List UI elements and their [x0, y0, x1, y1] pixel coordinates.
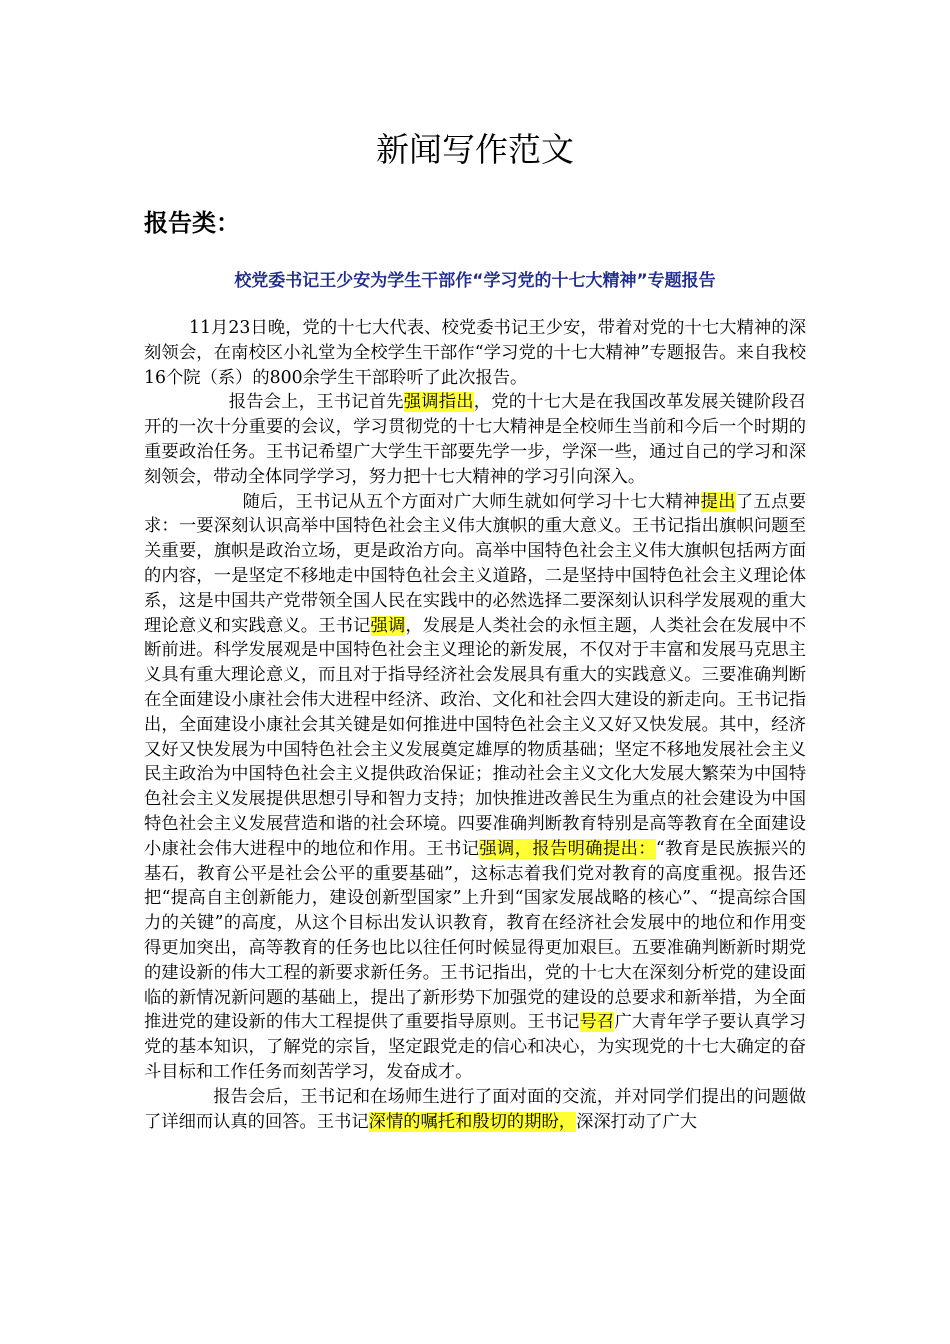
highlighted-phrase: 深情的嘱托和殷切的期盼， [368, 1111, 577, 1132]
paragraph-text: 广大青年学子要认真学习党的基本知识，了解党的宗旨，坚定跟党走的信心和决心，为实现党的十七大确定的奋斗目标和工作任务而刻苦学习，发奋成才。 [144, 1012, 806, 1082]
article-title: 校党委书记王少安为学生干部作“学习党的十七大精神”专题报告 [234, 271, 716, 291]
paragraph-3 [144, 490, 806, 1085]
article-body [144, 316, 806, 1134]
highlighted-phrase: 强调，报告明确提出： [479, 838, 656, 859]
paragraph-1 [144, 316, 806, 390]
highlighted-phrase: 强调指出 [403, 392, 474, 413]
paragraph-4 [144, 1085, 806, 1135]
paragraph-text: 报告会后，王书记和在场师生进行了面对面的交流，并对同学们提出的问题做了详细而认真的回答。王书记 [144, 1086, 806, 1132]
paragraph-text: 随后，王书记从五个方面对广大师生就如何学习十七大精神 [242, 491, 701, 512]
highlighted-phrase: 强调 [370, 615, 406, 636]
paragraph-text: ，发展是人类社会的永恒主题，人类社会在发展中不断前进。科学发展观是中国特色社会主义理论的新发展，不仅对于丰富和发展马克思主义具有重大理论意义，而且对于指导经济社会发展具有重大的实践意义。三要准确判断在全面建设小康社会伟大进程中经济、政治、文化和社会四大建设的新走向。王书记指出，全面建设小康社会其关键是如何推进中国特色社会主义又好又快发展。其中，经济又好又快发展为中国特色社会主义发展奠定雄厚的物质基础；坚定不移地发展社会主义民主政治为中国特色社会主义提供政治保证；推动社会主义文化大发展大繁荣为中国特色社会主义发展提供思想引导和智力支持；加快推进改善民生为重点的社会建设为中国特色社会主义发展营造和谐的社会环境。四要准确判断教育特别是高等教育在全面建设小康社会伟大进程中的地位和作用。王书记 [144, 615, 806, 859]
paragraph-text: “教育是民族振兴的基石，教育公平是社会公平的重要基础”，这标志着我们党对教育的高度重视。报告还把“提高自主创新能力，建设创新型国家”上升到“国家发展战略的核心”、“提高综合国力的关键”的高度，从这个目标出发认识教育，教育在经济社会发展中的地位和作用变得更加突出，高等教育的任务也比以往任何时候显得更加艰巨。五要准确判断新时期党的建设新的伟大工程的新要求新任务。王书记指出，党的十七大在深刻分析党的建设面临的新情况新问题的基础上，提出了新形势下加强党的建设的总要求和新举措，为全面推进党的建设新的伟大工程提供了重要指导原则。王书记 [144, 838, 806, 1033]
paragraph-text: 深深打动了广大 [576, 1111, 698, 1132]
paragraph-text: 11月23日晚，党的十七大代表、校党委书记王少安，带着对党的十七大精神的深刻领会，在南校区小礼堂为全校学生干部作“学习党的十七大精神”专题报告。来自我校16个院（系）的800余学生干部聆听了此次报告。 [144, 318, 806, 388]
highlighted-phrase: 号召 [579, 1012, 615, 1033]
paragraph-2 [144, 390, 806, 489]
section-heading: 报告类： [144, 209, 240, 237]
paragraph-text: ，党的十七大是在我国改革发展关键阶段召开的一次十分重要的会议，学习贯彻党的十七大精神是全校师生当前和今后一个时期的重要政治任务。王书记希望广大学生干部要先学一步，学深一些，通过自己的学习和深刻领会，带动全体同学学习，努力把十七大精神的学习引向深入。 [144, 392, 806, 487]
page-title: 新闻写作范文 [376, 130, 574, 169]
paragraph-text: 报告会上，王书记首先 [228, 392, 404, 413]
paragraph-text: 了五点要求：一要深刻认识高举中国特色社会主义伟大旗帜的重大意义。王书记指出旗帜问题至关重要，旗帜是政治立场，更是政治方向。高举中国特色社会主义伟大旗帜包括两方面的内容，一是坚定不移地走中国特色社会主义道路，二是坚持中国特色社会主义理论体系，这是中国共产党带领全国人民在实践中的必然选择二要深刻认识科学发展观的重大理论意义和实践意义。王书记 [144, 491, 806, 636]
highlighted-phrase: 提出 [700, 491, 736, 512]
